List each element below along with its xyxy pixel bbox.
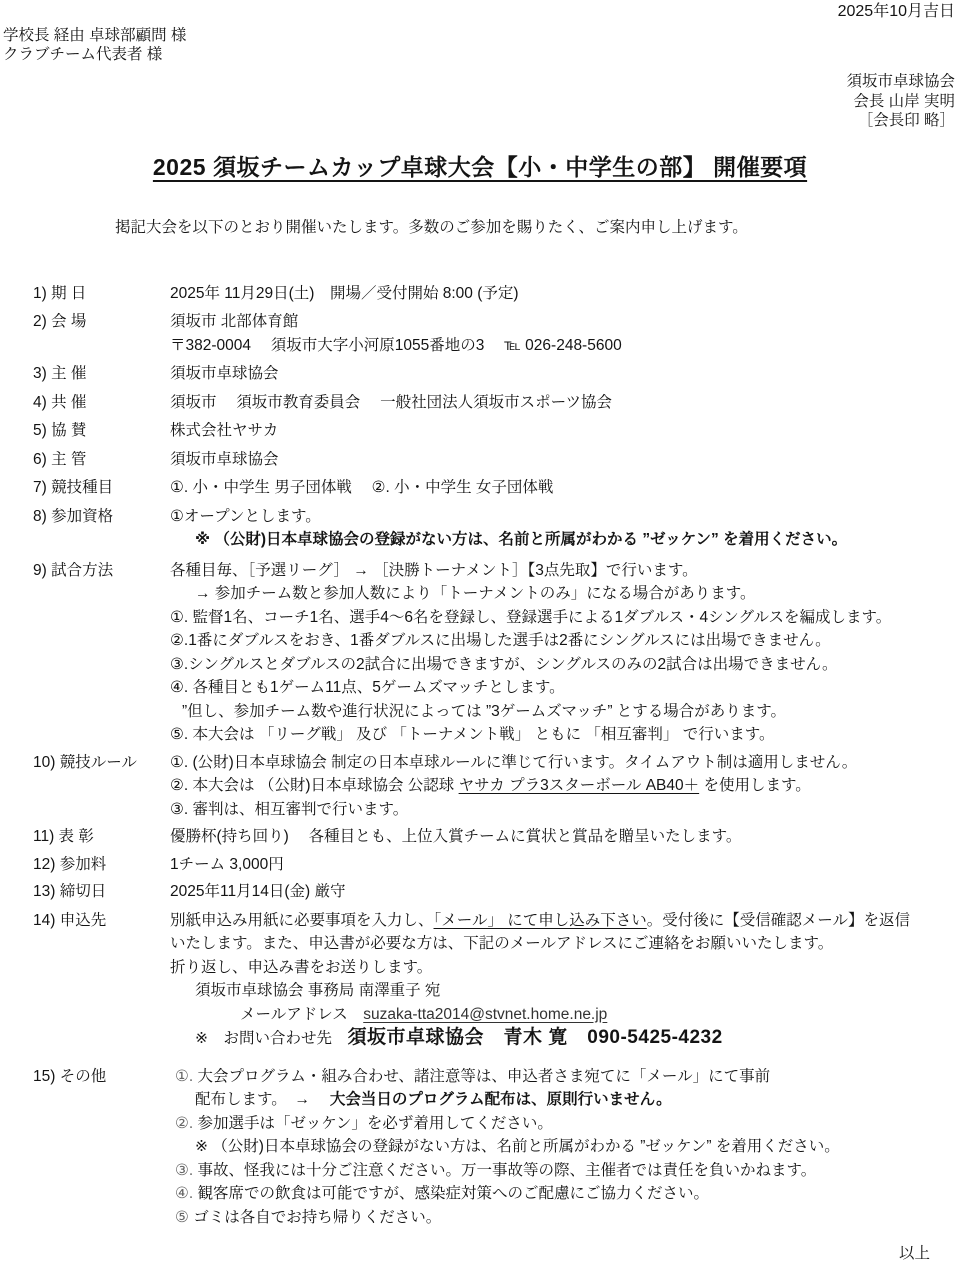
closing-text: 以上	[898, 1245, 930, 1262]
item-label-12: 12) 参加料	[33, 855, 107, 873]
text-segment: を使用します。	[699, 777, 811, 794]
text-segment: 観客席での飲食は可能ですが、感染症対策へのご配慮にご協力ください。	[197, 1185, 710, 1202]
item-line	[170, 1003, 960, 1027]
item-content-11	[170, 825, 960, 849]
item-content-12	[170, 853, 960, 877]
text-segment: ヤサカ プラ3スターボール AB40＋	[458, 777, 700, 794]
item-line	[170, 880, 960, 904]
item-label-15: 15) その他	[33, 1067, 107, 1085]
item-label-3: 3) 主 催	[33, 365, 87, 382]
text-segment: 2025年 11月29日(土) 開場／受付開始 8:00 (予定)	[170, 284, 519, 302]
sender-block	[0, 72, 960, 131]
text-segment: 「メール」 にて申し込み下さい	[433, 911, 647, 929]
text-segment: ※ （公財)日本卓球協会の登録がない方は、名前と所属がわかる ”ゼッケン” を着用ください。	[195, 531, 848, 548]
item-row-3	[0, 362, 960, 386]
text-segment: → 参加チーム数と参加人数により「トーナメントのみ」になる場合があります。	[195, 585, 756, 602]
item-row-6	[0, 448, 960, 472]
text-segment: 大会当日のプログラム配布は、原則行いません。	[329, 1091, 672, 1108]
item-line	[170, 582, 960, 606]
text-segment: ②. 本大会は （公財)日本卓球協会 公認球	[170, 777, 459, 794]
item-label-13: 13) 締切日	[33, 883, 107, 900]
text-segment: 各種目毎、［予選リーグ］ → ［決勝トーナメント］【3点先取】で行います。	[170, 561, 698, 579]
item-label-11: 11) 表 彰	[33, 828, 94, 845]
text-segment: 参加選手は「ゼッケン」を必ず着用してください。	[197, 1114, 553, 1132]
text-segment: 事故、怪我には十分ご注意ください。万一事故等の際、主催者では責任を負いかねます。	[197, 1161, 817, 1179]
text-segment: 大会プログラム・組み合わせ、諸注意等は、申込者さま宛てに「メール」にて事前	[197, 1067, 771, 1085]
text-segment: 須坂市卓球協会	[170, 450, 279, 468]
title-wrap	[0, 149, 960, 182]
item-line	[170, 979, 960, 1003]
text-segment: ⑤	[175, 1208, 194, 1226]
item-line	[170, 629, 960, 653]
item-line	[170, 909, 960, 933]
item-line	[170, 1088, 960, 1112]
item-row-2	[0, 310, 960, 357]
text-segment: ④.	[175, 1185, 198, 1202]
sender-seal: ［会長印 略］	[857, 112, 955, 129]
item-line	[170, 391, 960, 415]
item-label-7: 7) 競技種目	[33, 479, 114, 496]
item-content-14	[170, 909, 960, 1051]
item-line	[170, 653, 960, 677]
item-label-1: 1) 期 日	[33, 284, 87, 302]
item-row-10	[0, 751, 960, 822]
text-segment: メールアドレス	[240, 1005, 364, 1023]
item-content-4	[170, 391, 960, 415]
item-row-5	[0, 419, 960, 443]
document-date: 2025年10月吉日	[837, 3, 955, 20]
addressee-school: 学校長 経由 卓球部顧問 様	[3, 27, 187, 44]
item-row-12	[0, 853, 960, 877]
text-segment: ②.1番にダブルスをおき、1番ダブルスに出場した選手は2番にシングルスには出場できません。	[170, 632, 831, 649]
item-row-7	[0, 476, 960, 500]
text-segment: 須坂市卓球協会 青木 寛 090-5425-4232	[347, 1027, 723, 1048]
items-list	[0, 282, 960, 1230]
text-segment: 別紙申込み用紙に必要事項を入力し、	[170, 911, 434, 929]
text-segment: いたします。また、申込書が必要な方は、下記のメールアドレスにご連絡をお願いいたします。	[170, 935, 834, 952]
item-content-15	[170, 1065, 960, 1230]
item-line	[170, 1065, 960, 1089]
text-segment: ①. (公財)日本卓球協会 制定の日本卓球ルールに準じて行います。タイムアウト制は適用しません。	[170, 753, 858, 771]
item-line	[170, 751, 960, 775]
item-content-1	[170, 282, 960, 306]
text-segment: 優勝杯(持ち回り) 各種目とも、上位入賞チームに賞状と賞品を贈呈いたします。	[170, 828, 742, 845]
text-segment: ゴミは各自でお持ち帰りください。	[193, 1208, 442, 1226]
text-segment: 須坂市 須坂市教育委員会 一般社団法人須坂市スポーツ協会	[170, 393, 612, 411]
text-segment: 。受付後に【受信確認メール】を返信	[646, 911, 910, 929]
text-segment: 2025年11月14日(金) 厳守	[170, 883, 346, 900]
item-line	[170, 606, 960, 630]
text-segment: ③.シングルスとダブルスの2試合に出場できますが、シングルスのみの2試合は出場できません。	[170, 655, 838, 673]
item-row-14	[0, 909, 960, 1051]
document-title: 2025 須坂チームカップ卓球大会【小・中学生の部】 開催要項	[152, 153, 808, 180]
text-segment: 須坂市 北部体育館	[170, 313, 299, 330]
item-row-9	[0, 559, 960, 747]
item-line	[170, 853, 960, 877]
item-line	[170, 419, 960, 443]
item-row-15	[0, 1065, 960, 1230]
item-line	[170, 774, 960, 798]
sender-president: 会長 山岸 実明	[853, 92, 955, 110]
item-line	[170, 362, 960, 386]
text-segment: ※ （公財)日本卓球協会の登録がない方は、名前と所属がわかる ”ゼッケン” を着用ください。	[195, 1138, 840, 1155]
text-segment: 須坂市卓球協会	[170, 365, 279, 382]
text-segment: ”但し、参加チーム数や進行状況によっては ”3ゲームズマッチ” とする場合があります。	[182, 702, 787, 720]
item-label-5: 5) 協 賛	[33, 422, 87, 439]
item-label-14: 14) 申込先	[33, 911, 107, 929]
intro-text: 掲記大会を以下のとおり開催いたします。多数のご参加を賜りたく、ご案内申し上げます。	[115, 218, 748, 236]
item-line	[170, 676, 960, 700]
item-line	[170, 334, 960, 358]
text-segment: 須坂市卓球協会 事務局 南澤重子 宛	[195, 982, 441, 999]
item-line	[170, 798, 960, 822]
item-line	[170, 1159, 960, 1183]
item-line	[170, 723, 960, 747]
item-label-4: 4) 共 催	[33, 393, 87, 411]
item-label-6: 6) 主 管	[33, 450, 87, 468]
text-segment: ①. 小・中学生 男子団体戦 ②. 小・中学生 女子団体戦	[170, 479, 554, 496]
item-row-8	[0, 505, 960, 552]
item-line	[170, 505, 960, 529]
item-content-13	[170, 880, 960, 904]
text-segment: ③. 審判は、相互審判で行います。	[170, 800, 409, 818]
item-content-2	[170, 310, 960, 357]
item-line	[170, 932, 960, 956]
item-line	[170, 448, 960, 472]
item-row-1	[0, 282, 960, 306]
item-content-3	[170, 362, 960, 386]
item-line	[170, 1026, 960, 1051]
addressee-club: クラブチーム代表者 様	[3, 46, 163, 63]
text-segment: 株式会社ヤサカ	[170, 422, 279, 439]
item-line	[170, 310, 960, 334]
item-line	[170, 476, 960, 500]
text-segment: ②.	[175, 1114, 198, 1132]
item-line	[170, 1135, 960, 1159]
item-line	[170, 1182, 960, 1206]
text-segment: 折り返し、申込み書をお送りします。	[170, 958, 433, 976]
item-content-10	[170, 751, 960, 822]
item-row-11	[0, 825, 960, 849]
text-segment: 1チーム 3,000円	[170, 855, 284, 873]
text-segment: ⑤. 本大会は 「リーグ戦」 及び 「トーナメント戦」 ともに 「相互審判」 で行います。	[170, 726, 775, 743]
item-label-8: 8) 参加資格	[33, 507, 114, 525]
item-line	[170, 559, 960, 583]
text-segment: ①. 監督1名、コーチ1名、選手4～6名を登録し、登録選手による1ダブルス・4シングルスを編成します。	[170, 608, 892, 626]
text-segment: ④. 各種目とも1ゲーム11点、5ゲームズマッチとします。	[170, 679, 565, 696]
item-content-6	[170, 448, 960, 472]
item-content-5	[170, 419, 960, 443]
item-label-10: 10) 競技ルール	[33, 753, 137, 771]
sender-org: 須坂市卓球協会	[846, 73, 955, 90]
item-line	[170, 1112, 960, 1136]
item-line	[170, 956, 960, 980]
item-row-13	[0, 880, 960, 904]
item-line	[170, 700, 960, 724]
item-line	[170, 825, 960, 849]
item-content-7	[170, 476, 960, 500]
text-segment: ①オープンとします。	[170, 507, 321, 525]
text-segment: ①.	[175, 1067, 198, 1085]
item-content-9	[170, 559, 960, 747]
item-label-2: 2) 会 場	[33, 313, 87, 330]
email-link[interactable]: suzaka-tta2014@stvnet.home.ne.jp	[363, 1005, 608, 1023]
item-line	[170, 528, 960, 552]
item-line	[170, 282, 960, 306]
text-segment: 〒382-0004 須坂市大字小河原1055番地の3 ℡ 026-248-5600	[170, 336, 622, 354]
item-label-9: 9) 試合方法	[33, 561, 114, 579]
item-row-4	[0, 391, 960, 415]
item-content-8	[170, 505, 960, 552]
text-segment: ③.	[175, 1161, 198, 1179]
text-segment: ※ お問い合わせ先	[195, 1030, 348, 1047]
item-line	[170, 1206, 960, 1230]
text-segment: 配布します。 →	[195, 1091, 330, 1108]
